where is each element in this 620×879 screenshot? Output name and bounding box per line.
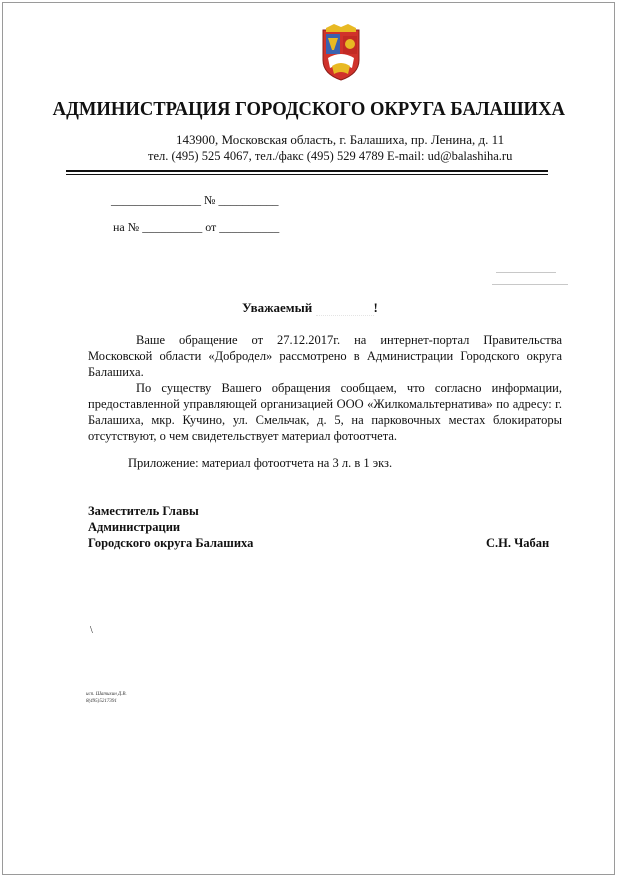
paragraph-1: Ваше обращение от 27.12.2017г. на интернет-портал Правительства Московской области «Добродел» рассмотрено в Администрации Городского округа Балашиха. (88, 333, 562, 379)
organization-title: АДМИНИСТРАЦИЯ ГОРОДСКОГО ОКРУГА БАЛАШИХА (52, 98, 565, 120)
header-rule-thick (66, 170, 548, 172)
outgoing-number-line: _______________ № __________ (111, 193, 279, 207)
attachment-note: Приложение: материал фотоотчета на 3 л. в 1 экз. (128, 456, 393, 470)
executor-phone: 8(495)5217391 (86, 699, 117, 704)
paragraph-2: По существу Вашего обращения сообщаем, что согласно информации, предоставленной управляющей организацией ООО «Жилкомальтернатива» по адресу: г. Балашиха, мкр. Кучино, ул. Смельчак, д. 5, на парковочных местах блокираторы отсутствуют, о чем свидетельствует материал фотоотчета. (88, 381, 562, 443)
coat-of-arms-emblem (318, 24, 364, 82)
header-rule-thin (66, 174, 548, 175)
page-mark: \ (90, 625, 93, 636)
redacted-name (316, 303, 374, 316)
organization-contacts: тел. (495) 525 4067, тел./факс (495) 529 4789 E-mail: ud@balashiha.ru (148, 149, 513, 163)
executor-name: исп. Шатихин Д.В. (86, 692, 127, 697)
signature-position-line3: Городского округа Балашиха (88, 536, 254, 550)
organization-address: 143900, Московская область, г. Балашиха, пр. Ленина, д. 11 (176, 132, 505, 147)
signature-position-line1: Заместитель Главы (88, 504, 199, 518)
salutation-suffix: ! (373, 300, 378, 315)
signer-name: С.Н. Чабан (486, 536, 550, 550)
salutation (0, 300, 620, 316)
reply-reference-line: на № __________ от __________ (113, 220, 280, 234)
redacted-addressee (490, 268, 574, 290)
signature-position-line2: Администрации (88, 520, 181, 534)
salutation-prefix: Уважаемый (242, 300, 313, 315)
